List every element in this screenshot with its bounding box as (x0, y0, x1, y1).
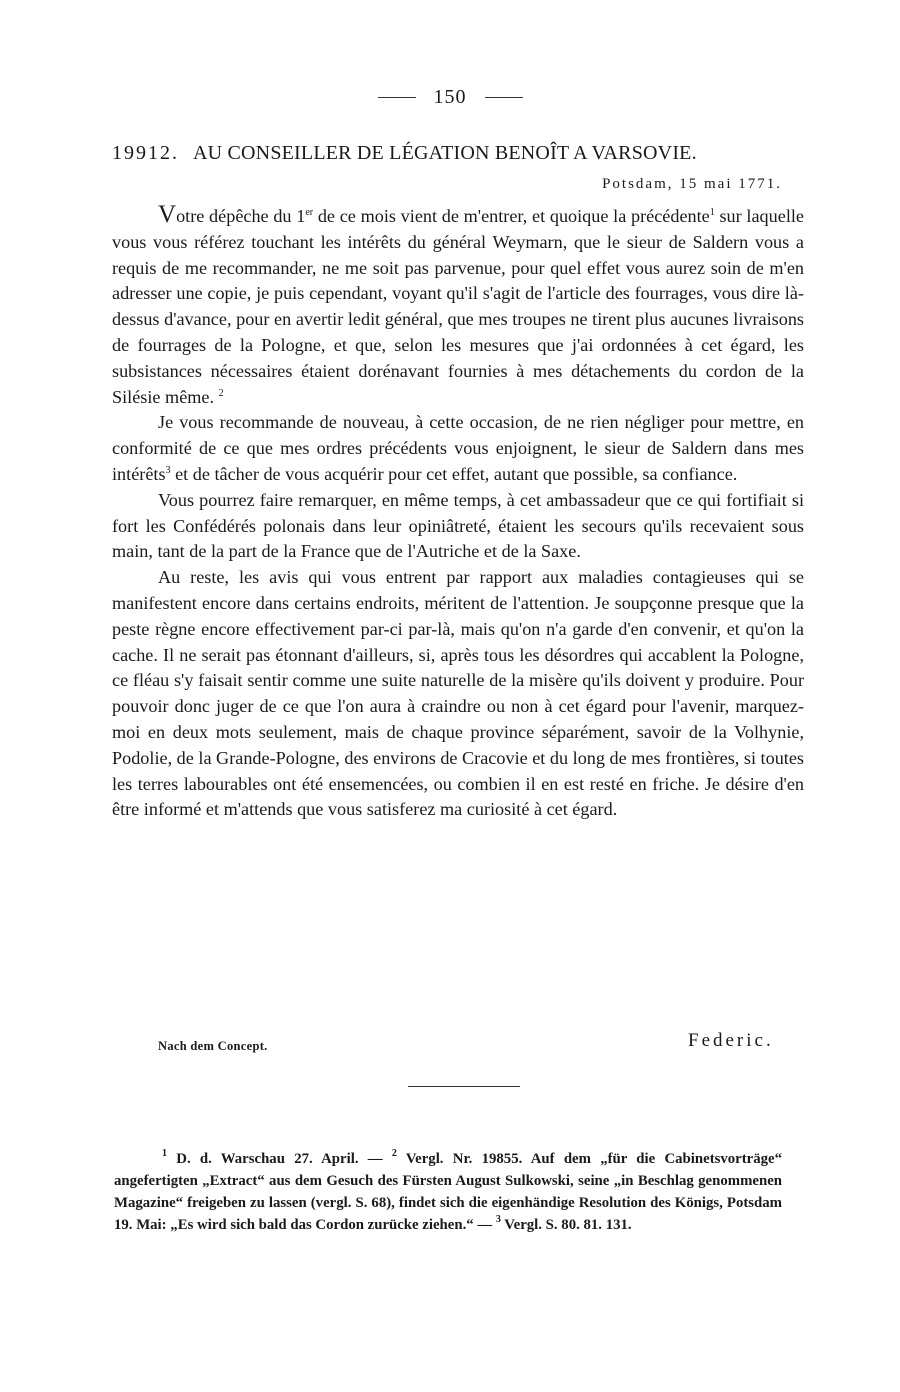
document-title (112, 142, 812, 165)
page-header (0, 86, 900, 109)
footnote-3: Vergl. S. 80. 81. 131. (500, 1217, 632, 1233)
paragraph-1-text-b: de ce mois vient de m'entrer, et quoique la précédente (313, 206, 710, 226)
ordinal-superscript: er (305, 207, 314, 218)
footnote-2: Vergl. Nr. 19855. Auf dem „für die Cabinetsvorträge“ angefertigten „Extract“ aus dem Gesuch des Fürsten August Sulkowski, seine „in Beschlag genommenen Magazine“ freigeben zu lassen (vergl. S. 68), findet sich die eigenhändige Resolution des Königs, Potsdam 19. Mai: „Es wird sich bald das Cordon zurücke ziehen.“ — (114, 1151, 783, 1233)
footnote-ref-3: 3 (165, 464, 171, 476)
document-number: 19912. (112, 142, 179, 164)
dateline: Potsdam, 15 mai 1771. (602, 176, 782, 192)
paragraph-2 (112, 410, 804, 487)
paragraph-2-text-b: et de tâcher de vous acquérir pour cet effet, autant que possible, sa confiance. (170, 463, 738, 484)
footnote-ref-1: 1 (709, 207, 715, 218)
footnotes (114, 1148, 782, 1236)
initial-letter: V (158, 201, 177, 228)
paragraph-1-text-c: sur laquelle vous vous référez touchant les intérêts du général Weymarn, que le sieur de Saldern vous a requis de me recommander, ne me soit pas parvenue, pour quel effet vous aurez soin de m'en adresser une copie, je puis cependant, voyant qu'il s'agit de l'article des fourrages, vous dire là-dessus d'avance, pour en avertir ledit général, que mes troupes ne tirent plus aucunes livraisons de fourrages de la Pologne, et que, selon les mesures que j'ai ordonnées à cet égard, les subsistances nécessaires étaient dorénavant fournies à mes détachements du cordon de la Silésie même. (112, 206, 804, 407)
source-note: Nach dem Concept. (158, 1039, 268, 1053)
footnote-mark-3: 3 (495, 1214, 501, 1225)
paragraph-1 (112, 202, 804, 410)
page-number: 150 (433, 86, 467, 108)
footnote-ref-2: 2 (218, 387, 224, 399)
footnote-1: D. d. Warschau 27. April. — (167, 1151, 392, 1167)
footnote-block (114, 1148, 782, 1236)
paragraph-1-text-a: otre dépêche du 1 (176, 206, 306, 226)
letter-body (112, 202, 804, 823)
header-rule-left (378, 97, 416, 98)
footnote-mark-1: 1 (162, 1148, 167, 1159)
signature: Federic. (688, 1030, 774, 1051)
footnote-mark-2: 2 (391, 1148, 397, 1159)
paragraph-3: Vous pourrez faire remarquer, en même temps, à cet ambassadeur que ce qui fortifiait si fort les Confédérés polonais dans leur opiniâtreté, étaient les secours qu'ils recevaient sous main, tant de la part de la France que de l'Autriche et de la Saxe. (112, 489, 804, 562)
paragraph-4: Au reste, les avis qui vous entrent par rapport aux maladies contagieuses qui se manifestent encore dans certains endroits, méritent de l'attention. Je soupçonne presque que la peste règne encore effectivement par-ci par-là, mais qu'on n'a garde d'en convenir, et qu'on la cache. Il ne serait pas étonnant d'ailleurs, si, après tous les désordres qui accablent la Pologne, ce fléau s'y faisait sentir comme une suite naturelle de la misère qu'ils doivent y produire. Pour pouvoir donc juger de ce que l'on aura à craindre ou non à cet égard pour l'avenir, marquez-moi en deux mots seulement, mais de chaque province séparément, savoir de la Volhynie, Podolie, de la Grande-Pologne, des environs de Cracovie et du long de mes frontières, si toutes les terres labourables ont été ensemencées, ou combien il en est resté en friche. Je désire d'en être informé et m'attends que vous satisferez ma curiosité à cet égard. (112, 567, 804, 820)
paragraph-2-text-a: Je vous recommande de nouveau, à cette occasion, de ne rien négliger pour mettre, en conformité de ce que mes ordres précédents vous enjoignent, le sieur de Saldern dans mes intérêts (112, 412, 804, 484)
document-title-text: AU CONSEILLER DE LÉGATION BENOÎT A VARSOVIE. (193, 142, 697, 164)
footnote-separator (408, 1086, 520, 1087)
header-rule-right (485, 97, 523, 98)
